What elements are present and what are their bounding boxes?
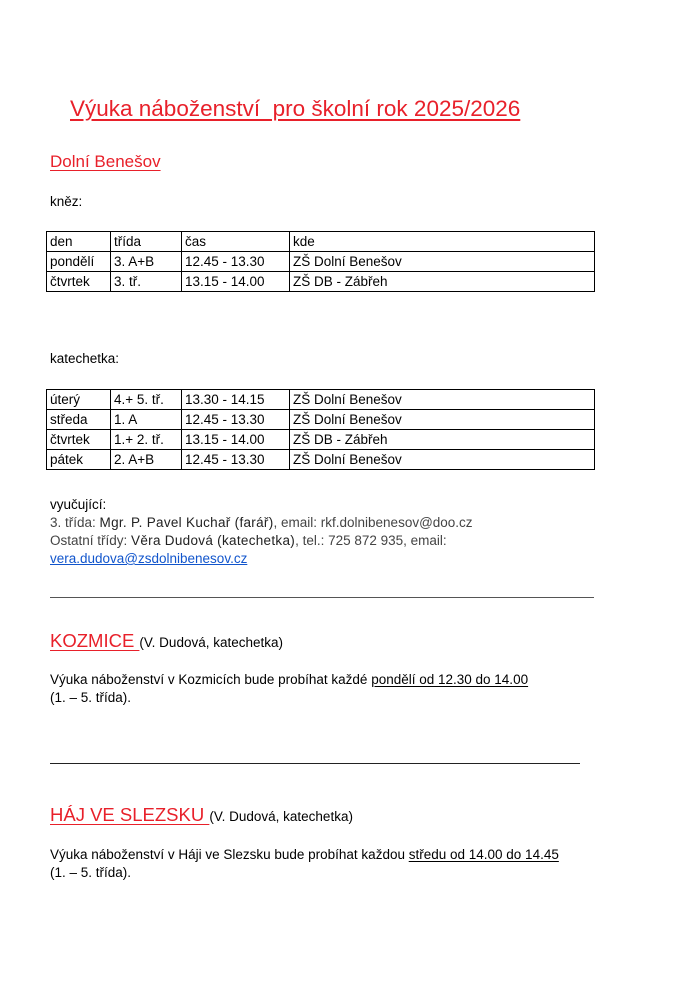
schedule-highlight: středu od 14.00 do 14.45 [408,847,559,862]
teacher-prefix: Ostatní třídy: [50,533,132,548]
table-cell: pátek [47,450,111,470]
haj-paragraph [50,846,610,882]
table-cell: 12.45 - 13.30 [182,410,290,430]
table-cell: ZŠ Dolní Benešov [290,450,595,470]
catechist-schedule-table [46,389,595,470]
page-title: Výuka náboženství pro školní rok 2025/2026 [70,96,521,121]
table-cell: čtvrtek [47,430,111,450]
table-cell: kde [290,232,595,252]
section-kozmice-heading-line [50,630,283,652]
teacher-line-priest [50,514,473,532]
teacher-line-catechist [50,532,473,550]
table-cell: 1. A [111,410,182,430]
paragraph-text: Výuka náboženství v Kozmicích bude probíhat každé [50,672,372,687]
table-cell: 3. tř. [111,272,182,292]
table-cell: ZŠ DB - Zábřeh [290,430,595,450]
table-cell: čtvrtek [47,272,111,292]
table-row [47,450,595,470]
table-cell: čas [182,232,290,252]
table-cell: 1.+ 2. tř. [111,430,182,450]
divider [50,763,580,764]
schedule-highlight: pondělí od 12.30 do 14.00 [371,672,529,687]
teacher-contact: , tel.: 725 872 935, email: [295,533,447,548]
table-cell: ZŠ Dolní Benešov [290,252,595,272]
section-haj-heading-line [50,804,353,826]
table-cell: 3. A+B [111,252,182,272]
table-cell: 12.45 - 13.30 [182,450,290,470]
email-link[interactable]: vera.dudova@zsdolnibenesov.cz [50,551,248,566]
table-cell: ZŠ Dolní Benešov [290,410,595,430]
table-cell: 13.30 - 14.15 [182,390,290,410]
teacher-name-catechist: Věra Dudová (katechetka) [131,533,296,548]
table-cell: třída [111,232,182,252]
table-cell: 13.15 - 14.00 [182,272,290,292]
teachers-label: vyučující: [50,497,107,512]
catechist-label: katechetka: [50,351,120,366]
section-note: (V. Dudová, katechetka) [209,809,353,824]
table-cell: 13.15 - 14.00 [182,430,290,450]
table-cell: ZŠ DB - Zábřeh [290,272,595,292]
paragraph-text: Výuka náboženství v Háji ve Slezsku bude probíhat každou [50,847,409,862]
table-cell: 12.45 - 13.30 [182,252,290,272]
paragraph-text: (1. – 5. třída). [50,865,132,880]
teacher-name-priest: Mgr. P. Pavel Kuchař (farář) [99,515,274,530]
teacher-prefix: 3. třída: [50,515,100,530]
table-row [47,272,595,292]
table-row [47,390,595,410]
section-heading-kozmice: KOZMICE [50,630,140,651]
table-cell: pondělí [47,252,111,272]
priest-schedule-table [46,231,595,292]
section-heading-haj: HÁJ VE SLEZSKU [50,804,210,825]
priest-label: kněz: [50,194,83,209]
section-note: (V. Dudová, katechetka) [139,635,284,650]
paragraph-text: (1. – 5. třída). [50,690,132,705]
section-heading-dolni-benesov: Dolní Benešov [50,152,161,171]
table-cell: den [47,232,111,252]
table-header-row [47,232,595,252]
teacher-contact: , email: rkf.dolnibenesov@doo.cz [273,515,473,530]
divider [50,597,594,598]
table-row [47,430,595,450]
table-cell: 4.+ 5. tř. [111,390,182,410]
table-cell: ZŠ Dolní Benešov [290,390,595,410]
kozmice-paragraph [50,671,610,707]
table-cell: 2. A+B [111,450,182,470]
table-row [47,410,595,430]
teachers-block [50,496,473,568]
table-cell: středa [47,410,111,430]
table-row [47,252,595,272]
table-cell: úterý [47,390,111,410]
